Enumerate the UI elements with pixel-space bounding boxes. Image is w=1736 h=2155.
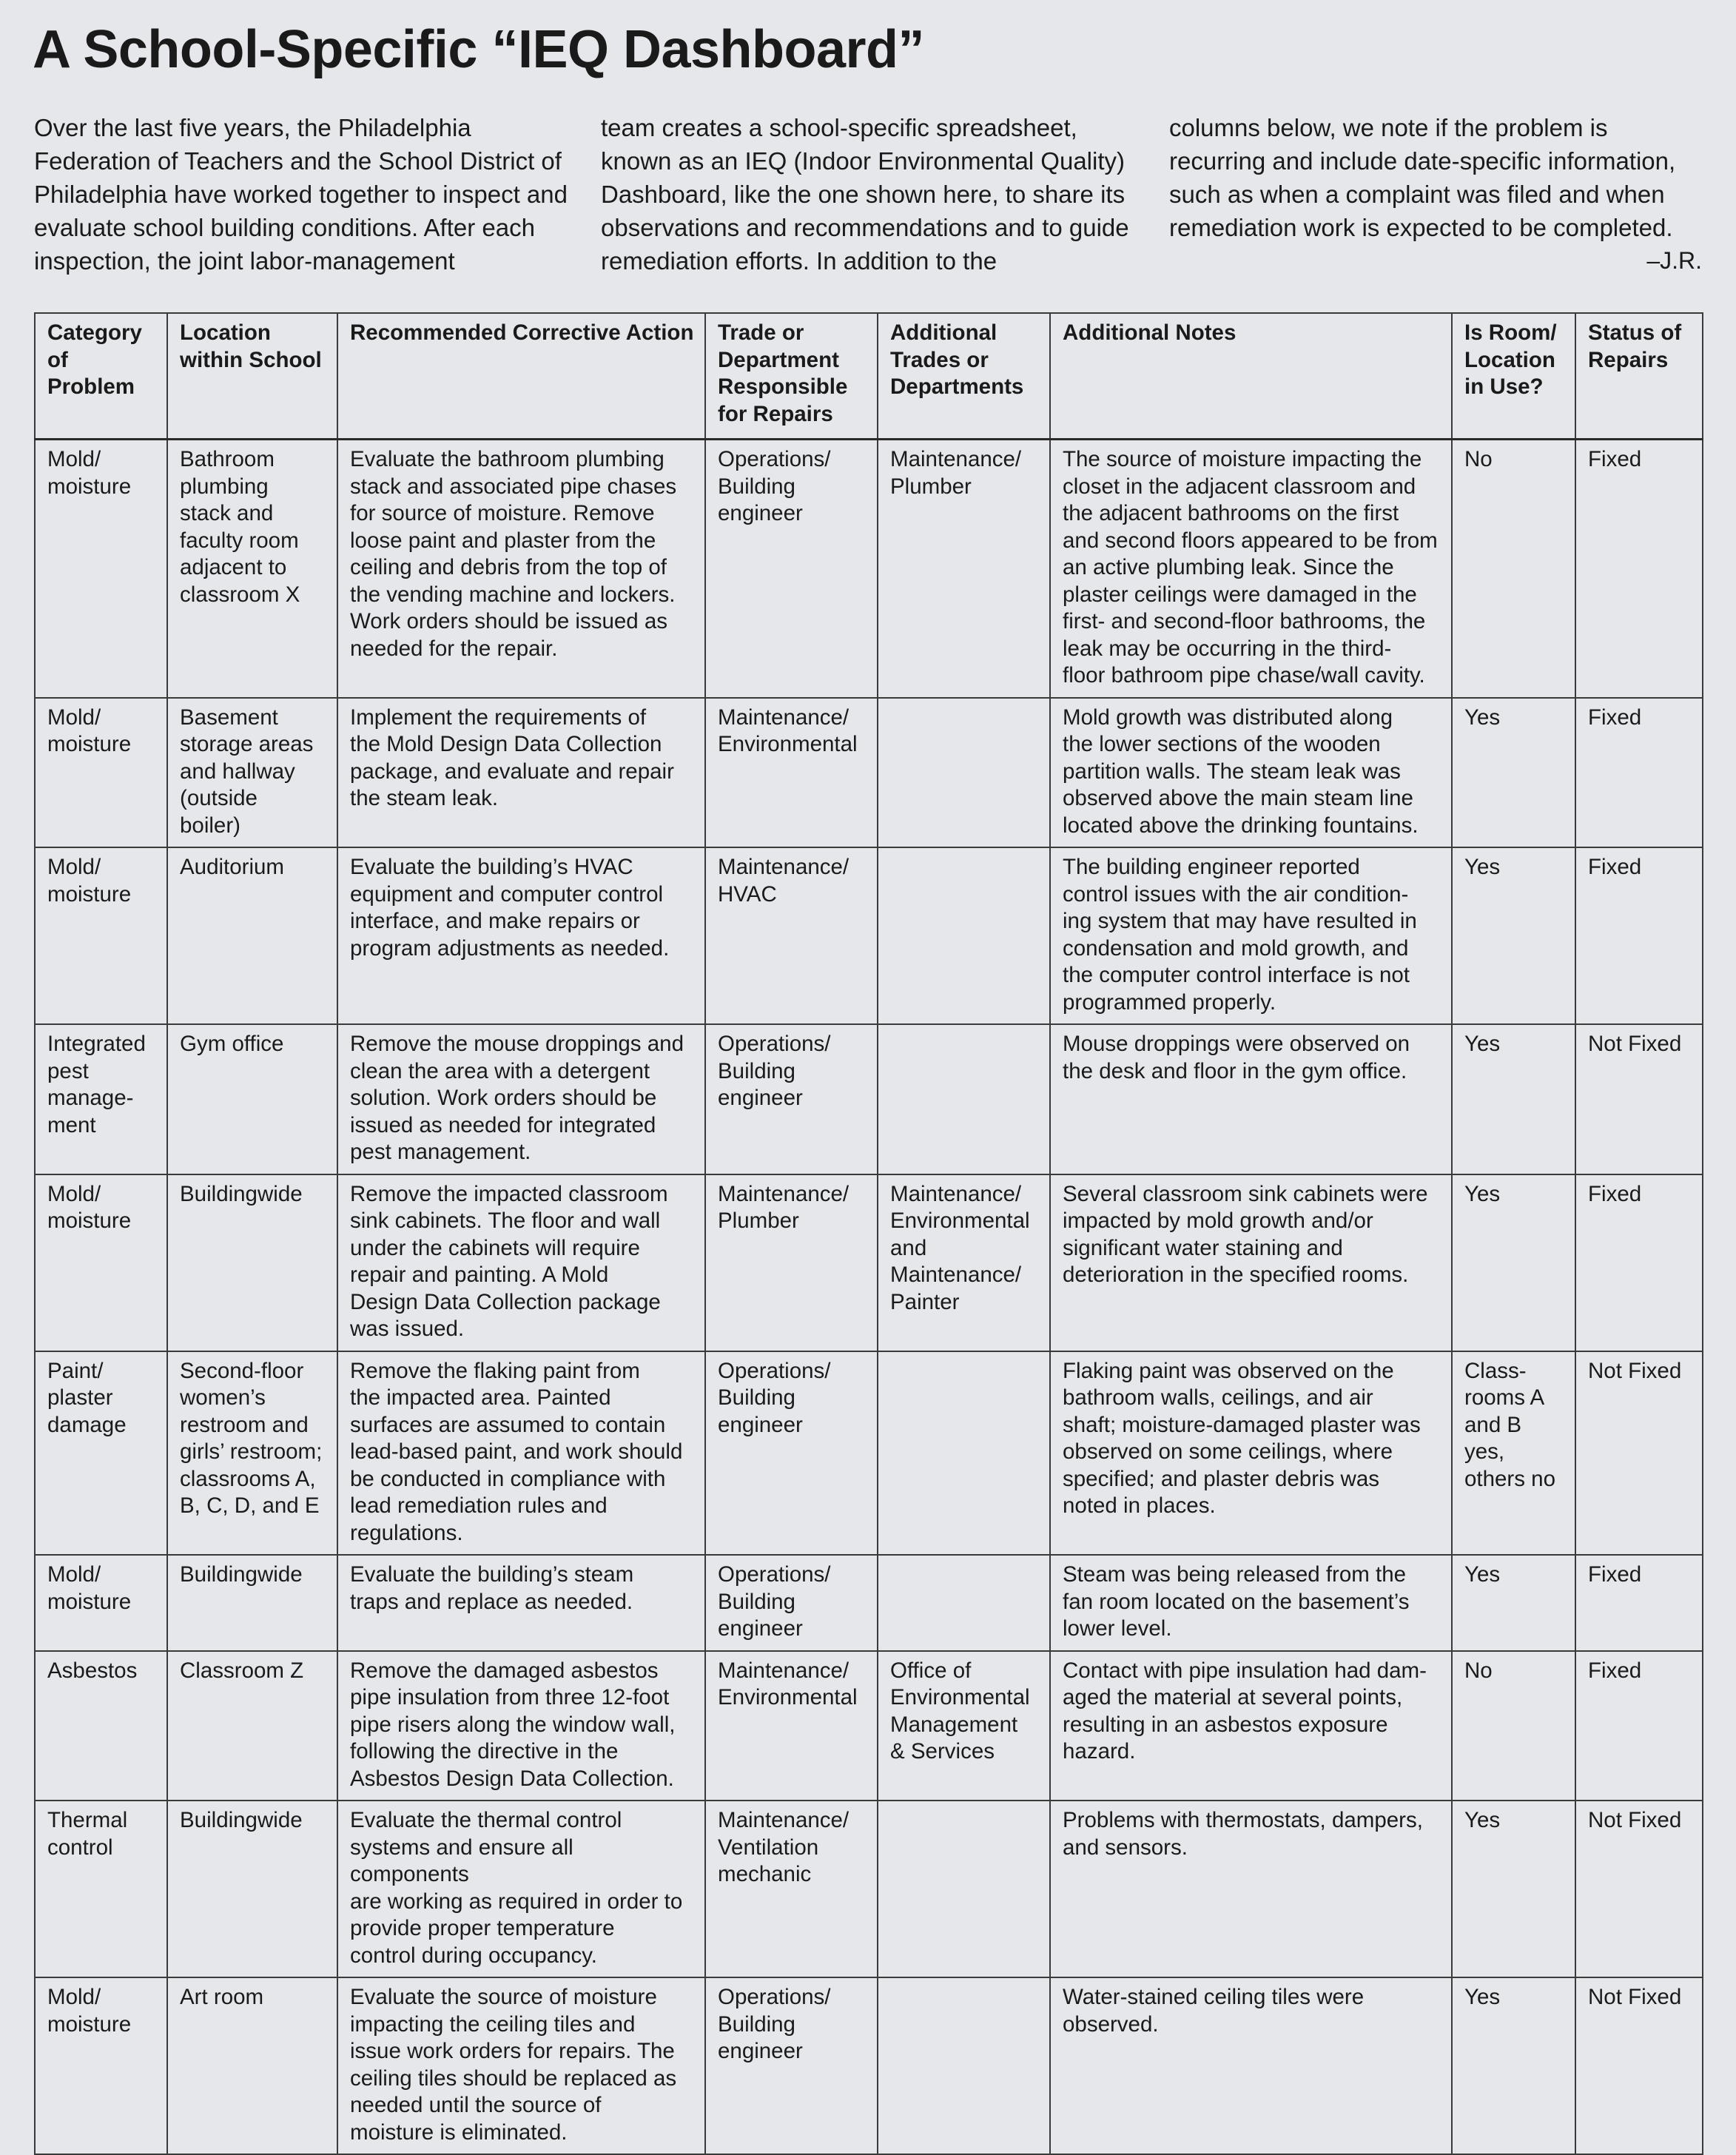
header-additional-notes bbox=[1050, 313, 1452, 440]
cell-text: The building engineer reported control issues with the air condition- ing system that may have resulted in condensation and mold growth, and the computer control interface is not programmed properly. bbox=[1063, 855, 1417, 1015]
cell-text: The source of moisture impacting the closet in the adjacent classroom and the adjacent bathrooms on the first and second floors appeared to be from an active plumbing leak. Since the plaster ceilings were damaged in the first- and second-floor bathrooms, the leak may be occurring in the third- floor bathroom pipe chase/wall cavity. bbox=[1063, 447, 1438, 687]
table-row bbox=[35, 1174, 1703, 1351]
table-header-row bbox=[35, 313, 1703, 440]
cell-additional-notes bbox=[1050, 1351, 1452, 1556]
cell-text: Evaluate the building’s HVAC equipment and computer control interface, and make repairs or program adjustments as needed. bbox=[350, 855, 670, 961]
cell-text: Gym office bbox=[180, 1032, 284, 1056]
cell-text: Operations/ Building engineer bbox=[718, 1985, 831, 2063]
cell-text: Maintenance/ Environmental bbox=[718, 705, 858, 756]
intro-column-1: Over the last five years, the Philadelphia Federation of Teachers and the School District of Philadelphia have worked together to inspect and evaluate school building conditions. After each inspection, the joint labor-management bbox=[34, 114, 568, 275]
table-row bbox=[35, 1801, 1703, 1977]
cell-responsible-trade bbox=[705, 1977, 878, 2154]
cell-text: Problems with thermostats, dampers, and sensors. bbox=[1063, 1808, 1423, 1860]
cell-text: Integrated pest manage- ment bbox=[47, 1032, 146, 1137]
cell-corrective-action bbox=[337, 1024, 705, 1174]
cell-text: Art room bbox=[180, 1985, 264, 2009]
cell-text: Fixed bbox=[1588, 1658, 1642, 1683]
cell-text: Mold/ moisture bbox=[47, 1562, 132, 1614]
cell-text: Asbestos bbox=[47, 1658, 138, 1683]
cell-corrective-action bbox=[337, 1801, 705, 1977]
cell-responsible-trade bbox=[705, 698, 878, 848]
cell-text: Fixed bbox=[1588, 1181, 1642, 1206]
cell-additional-trades bbox=[878, 1651, 1050, 1801]
table-row bbox=[35, 1555, 1703, 1651]
cell-text: Mold/ moisture bbox=[47, 855, 132, 907]
cell-text: Maintenance/ Plumber bbox=[890, 447, 1022, 499]
cell-text: Yes bbox=[1464, 1032, 1501, 1056]
cell-text: Yes bbox=[1464, 1985, 1501, 2009]
cell-location bbox=[167, 1801, 337, 1977]
cell-text: Maintenance/ Ventilation mechanic bbox=[718, 1808, 850, 1886]
cell-text: Remove the impacted classroom sink cabinets. The floor and wall under the cabinets will require repair and painting. A Mold Design Data Collection package was issued. bbox=[350, 1181, 668, 1341]
header-label: Additional Trades or Departments bbox=[890, 320, 1024, 399]
cell-location bbox=[167, 440, 337, 698]
cell-corrective-action bbox=[337, 440, 705, 698]
cell-text: Fixed bbox=[1588, 447, 1642, 471]
header-location bbox=[167, 313, 337, 440]
cell-text: Second-floor women’s restroom and girls’ restroom; classrooms A, B, C, D, and E bbox=[180, 1358, 323, 1518]
header-corrective-action bbox=[337, 313, 705, 440]
cell-in-use bbox=[1452, 1174, 1575, 1351]
cell-status bbox=[1575, 847, 1703, 1024]
cell-text: Buildingwide bbox=[180, 1181, 303, 1206]
cell-category bbox=[35, 1351, 167, 1556]
cell-text: Evaluate the source of moisture impacting the ceiling tiles and issue work orders for repairs. The ceiling tiles should be replaced as needed until the source of moisture is eliminated. bbox=[350, 1985, 677, 2145]
cell-location bbox=[167, 1651, 337, 1801]
cell-text: Remove the flaking paint from the impacted area. Painted surfaces are assumed to contain lead-based paint, and work should be conducted in compliance with lead remediation rules and regulations. bbox=[350, 1358, 683, 1545]
page-title: A School-Specific “IEQ Dashboard” bbox=[33, 20, 925, 79]
cell-text: Classroom Z bbox=[180, 1658, 304, 1683]
cell-text: Evaluate the building’s steam traps and replace as needed. bbox=[350, 1562, 634, 1614]
cell-responsible-trade bbox=[705, 1651, 878, 1801]
cell-text: Mold/ moisture bbox=[47, 447, 132, 499]
cell-responsible-trade bbox=[705, 1024, 878, 1174]
header-label: Status of Repairs bbox=[1588, 320, 1682, 372]
cell-corrective-action bbox=[337, 698, 705, 848]
cell-corrective-action bbox=[337, 1174, 705, 1351]
cell-text: Fixed bbox=[1588, 1562, 1642, 1587]
intro-column-3: columns below, we note if the problem is recurring and include date-specific information, such as when a complaint was filed and when remediation work is expected to be completed. bbox=[1169, 114, 1676, 241]
cell-additional-notes bbox=[1050, 1801, 1452, 1977]
cell-category bbox=[35, 1555, 167, 1651]
table-row bbox=[35, 698, 1703, 848]
cell-corrective-action bbox=[337, 1977, 705, 2154]
intro-column-2: team creates a school-specific spreadsheet, known as an IEQ (Indoor Environmental Quality) Dashboard, like the one shown here, to share its observations and recommendations and to guide remediation efforts. In addition to the bbox=[601, 114, 1129, 275]
cell-additional-notes bbox=[1050, 1555, 1452, 1651]
cell-responsible-trade bbox=[705, 1351, 878, 1556]
cell-text: Yes bbox=[1464, 855, 1501, 879]
cell-additional-trades bbox=[878, 440, 1050, 698]
cell-text: Maintenance/ Environmental bbox=[718, 1658, 858, 1709]
cell-text: Bathroom plumbing stack and faculty room adjacent to classroom X bbox=[180, 447, 300, 607]
cell-additional-notes bbox=[1050, 1977, 1452, 2154]
cell-category bbox=[35, 1977, 167, 2154]
cell-location bbox=[167, 698, 337, 848]
cell-location bbox=[167, 1024, 337, 1174]
cell-status bbox=[1575, 1351, 1703, 1556]
cell-text: Operations/ Building engineer bbox=[718, 1562, 831, 1641]
cell-text: Auditorium bbox=[180, 855, 285, 879]
cell-in-use bbox=[1452, 1651, 1575, 1801]
cell-category bbox=[35, 440, 167, 698]
cell-additional-trades bbox=[878, 1977, 1050, 2154]
cell-text: Office of Environmental Management & Services bbox=[890, 1658, 1030, 1764]
cell-text: Basement storage areas and hallway (outside boiler) bbox=[180, 705, 314, 838]
cell-location bbox=[167, 1174, 337, 1351]
header-label: Location within School bbox=[180, 320, 322, 372]
cell-category bbox=[35, 847, 167, 1024]
header-status bbox=[1575, 313, 1703, 440]
cell-location bbox=[167, 847, 337, 1024]
cell-text: Maintenance/ HVAC bbox=[718, 855, 850, 907]
header-label: Additional Notes bbox=[1063, 320, 1237, 345]
cell-text: Not Fixed bbox=[1588, 1985, 1682, 2009]
cell-text: Water-stained ceiling tiles were observed. bbox=[1063, 1985, 1365, 2037]
cell-in-use bbox=[1452, 698, 1575, 848]
cell-additional-notes bbox=[1050, 1174, 1452, 1351]
cell-text: Yes bbox=[1464, 1562, 1501, 1587]
cell-location bbox=[167, 1555, 337, 1651]
cell-text: Yes bbox=[1464, 1181, 1501, 1206]
cell-in-use bbox=[1452, 440, 1575, 698]
cell-responsible-trade bbox=[705, 847, 878, 1024]
cell-additional-trades bbox=[878, 1555, 1050, 1651]
cell-category bbox=[35, 698, 167, 848]
cell-status bbox=[1575, 440, 1703, 698]
cell-status bbox=[1575, 1651, 1703, 1801]
cell-location bbox=[167, 1351, 337, 1556]
cell-additional-trades bbox=[878, 1174, 1050, 1351]
cell-status bbox=[1575, 698, 1703, 848]
cell-additional-trades bbox=[878, 1351, 1050, 1556]
cell-text: Fixed bbox=[1588, 855, 1642, 879]
cell-text: Mold/ moisture bbox=[47, 1181, 132, 1233]
cell-category bbox=[35, 1174, 167, 1351]
cell-in-use bbox=[1452, 1024, 1575, 1174]
cell-text: Contact with pipe insulation had dam- aged the material at several points, resulting in an asbestos exposure hazard. bbox=[1063, 1658, 1427, 1764]
cell-additional-notes bbox=[1050, 1024, 1452, 1174]
header-responsible-trade bbox=[705, 313, 878, 440]
header-label: Category of Problem bbox=[47, 320, 142, 399]
cell-category bbox=[35, 1801, 167, 1977]
cell-text: Buildingwide bbox=[180, 1562, 303, 1587]
table-row bbox=[35, 1024, 1703, 1174]
header-in-use bbox=[1452, 313, 1575, 440]
cell-responsible-trade bbox=[705, 440, 878, 698]
author-signature: –J.R. bbox=[1646, 247, 1702, 274]
cell-status bbox=[1575, 1174, 1703, 1351]
cell-text: Evaluate the thermal control systems and ensure all components are working as required in order to provide proper temperature control during occupancy. bbox=[350, 1808, 683, 1968]
cell-in-use bbox=[1452, 1801, 1575, 1977]
cell-corrective-action bbox=[337, 1651, 705, 1801]
cell-text: Yes bbox=[1464, 705, 1501, 730]
cell-text: Mouse droppings were observed on the desk and floor in the gym office. bbox=[1063, 1032, 1410, 1083]
header-category bbox=[35, 313, 167, 440]
cell-status bbox=[1575, 1977, 1703, 2154]
table-row bbox=[35, 1651, 1703, 1801]
cell-category bbox=[35, 1651, 167, 1801]
cell-text: Evaluate the bathroom plumbing stack and associated pipe chases for source of moisture. Remove loose paint and plaster from the ceiling and debris from the top of the vending machine and lockers. Work orders should be issued as needed for the repair. bbox=[350, 447, 677, 661]
cell-text: Not Fixed bbox=[1588, 1032, 1682, 1056]
cell-status bbox=[1575, 1024, 1703, 1174]
cell-text: Paint/ plaster damage bbox=[47, 1358, 127, 1437]
cell-text: Flaking paint was observed on the bathroom walls, ceilings, and air shaft; moisture-damaged plaster was observed on some ceilings, where specified; and plaster debris was noted in places. bbox=[1063, 1358, 1421, 1518]
cell-status bbox=[1575, 1555, 1703, 1651]
cell-location bbox=[167, 1977, 337, 2154]
cell-text: Maintenance/ Plumber bbox=[718, 1181, 850, 1233]
cell-text: Several classroom sink cabinets were impacted by mold growth and/or significant water staining and deterioration in the specified rooms. bbox=[1063, 1181, 1428, 1287]
cell-additional-notes bbox=[1050, 847, 1452, 1024]
cell-in-use bbox=[1452, 1977, 1575, 2154]
cell-in-use bbox=[1452, 1351, 1575, 1556]
header-label: Is Room/ Location in Use? bbox=[1464, 320, 1557, 399]
cell-text: Class- rooms A and B yes, others no bbox=[1464, 1358, 1555, 1491]
cell-text: Remove the mouse droppings and clean the area with a detergent solution. Work orders should be issued as needed for integrated pest management. bbox=[350, 1032, 684, 1164]
cell-text: Not Fixed bbox=[1588, 1808, 1682, 1832]
cell-text: No bbox=[1464, 1658, 1493, 1683]
cell-additional-notes bbox=[1050, 440, 1452, 698]
cell-text: Implement the requirements of the Mold Design Data Collection package, and evaluate and repair the steam leak. bbox=[350, 705, 674, 810]
cell-text: Operations/ Building engineer bbox=[718, 1032, 831, 1110]
cell-in-use bbox=[1452, 847, 1575, 1024]
cell-text: Mold/ moisture bbox=[47, 1985, 132, 2037]
cell-additional-trades bbox=[878, 847, 1050, 1024]
cell-text: Fixed bbox=[1588, 705, 1642, 730]
cell-corrective-action bbox=[337, 847, 705, 1024]
cell-additional-trades bbox=[878, 698, 1050, 848]
cell-additional-trades bbox=[878, 1801, 1050, 1977]
cell-text: Operations/ Building engineer bbox=[718, 447, 831, 525]
cell-text: Steam was being released from the fan room located on the basement’s lower level. bbox=[1063, 1562, 1410, 1641]
cell-additional-notes bbox=[1050, 698, 1452, 848]
cell-text: No bbox=[1464, 447, 1493, 471]
cell-additional-trades bbox=[878, 1024, 1050, 1174]
cell-in-use bbox=[1452, 1555, 1575, 1651]
table-body bbox=[35, 440, 1703, 2155]
cell-status bbox=[1575, 1801, 1703, 1977]
cell-responsible-trade bbox=[705, 1555, 878, 1651]
cell-text: Thermal control bbox=[47, 1808, 128, 1860]
cell-corrective-action bbox=[337, 1351, 705, 1556]
cell-text: Remove the damaged asbestos pipe insulation from three 12-foot pipe risers along the window wall, following the directive in the Asbestos Design Data Collection. bbox=[350, 1658, 676, 1791]
cell-additional-notes bbox=[1050, 1651, 1452, 1801]
table-row bbox=[35, 847, 1703, 1024]
table-row bbox=[35, 1977, 1703, 2154]
cell-category bbox=[35, 1024, 167, 1174]
cell-text: Mold growth was distributed along the lower sections of the wooden partition walls. The steam leak was observed above the main steam line located above the drinking fountains. bbox=[1063, 705, 1419, 838]
cell-text: Operations/ Building engineer bbox=[718, 1358, 831, 1437]
cell-responsible-trade bbox=[705, 1174, 878, 1351]
cell-responsible-trade bbox=[705, 1801, 878, 1977]
header-label: Recommended Corrective Action bbox=[350, 320, 694, 345]
cell-text: Not Fixed bbox=[1588, 1358, 1682, 1383]
ieq-dashboard-table bbox=[34, 312, 1703, 2155]
cell-corrective-action bbox=[337, 1555, 705, 1651]
cell-text: Mold/ moisture bbox=[47, 705, 132, 756]
cell-text: Buildingwide bbox=[180, 1808, 303, 1832]
cell-text: Maintenance/ Environmental and Maintenance/ Painter bbox=[890, 1181, 1030, 1314]
table-row bbox=[35, 1351, 1703, 1556]
header-additional-trades bbox=[878, 313, 1050, 440]
table-row bbox=[35, 440, 1703, 698]
header-label: Trade or Department Responsible for Repairs bbox=[718, 320, 848, 426]
cell-text: Yes bbox=[1464, 1808, 1501, 1832]
